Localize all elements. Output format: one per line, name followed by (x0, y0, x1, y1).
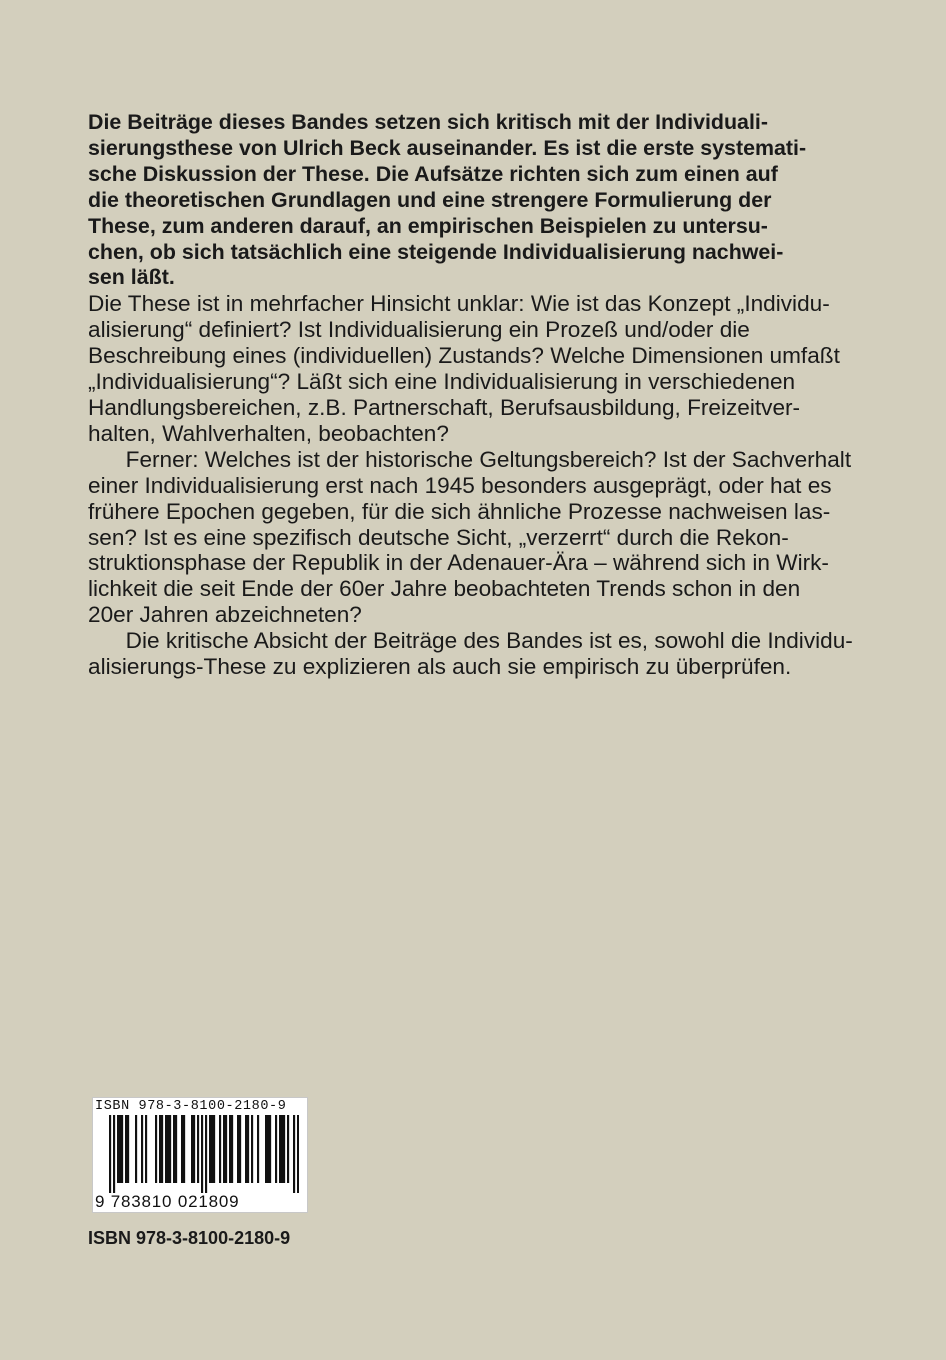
bold-line: sen läßt. (88, 265, 175, 290)
blurb-bold-paragraph (88, 110, 868, 291)
text-line: Die These ist in mehrfacher Hinsicht unklar: Wie ist das Konzept „Individu- (88, 291, 830, 317)
barcode-bar (145, 1115, 147, 1183)
barcode-bar (209, 1115, 211, 1183)
barcode-bar (211, 1115, 213, 1183)
barcode-bar (247, 1115, 249, 1183)
barcode-bar (205, 1115, 207, 1193)
text-line: Handlungsbereichen, z.B. Partnerschaft, Berufsausbildung, Freizeitver- (88, 394, 801, 420)
barcode-bar (173, 1115, 175, 1183)
barcode-bar (297, 1115, 299, 1193)
barcode-bar (165, 1115, 167, 1183)
barcode-bar (287, 1115, 289, 1183)
barcode-bar (183, 1115, 185, 1183)
barcode-bar (141, 1115, 143, 1183)
barcode-bar (197, 1115, 199, 1183)
barcode-bar (275, 1115, 277, 1183)
text-line: Die kritische Absicht der Beiträge des Bandes ist es, sowohl die Individu- (88, 628, 853, 654)
blurb-regular-paragraphs (88, 291, 868, 680)
barcode-bar (231, 1115, 233, 1183)
barcode-bar (135, 1115, 137, 1183)
text-line: sen? Ist es eine spezifisch deutsche Sicht, „verzerrt“ durch die Rekon- (88, 524, 789, 550)
barcode-bar (169, 1115, 171, 1183)
bold-line: Die Beiträge dieses Bandes setzen sich kritisch mit der Individuali- (88, 110, 768, 134)
text-line: „Individualisierung“? Läßt sich eine Individualisierung in verschiedenen (88, 369, 796, 395)
barcode-bar (245, 1115, 247, 1183)
isbn-footer: ISBN 978-3-8100-2180-9 (88, 1228, 291, 1248)
barcode-bar (155, 1115, 157, 1183)
barcode-bar (267, 1115, 269, 1183)
barcode-bar (119, 1115, 121, 1183)
barcode-label (92, 1097, 308, 1213)
barcode-bar (127, 1115, 129, 1183)
barcode-bar (281, 1115, 283, 1183)
bold-line: chen, ob sich tatsächlich eine steigende Individualisierung nachwei- (88, 239, 784, 264)
barcode-bar (239, 1115, 241, 1183)
barcode-bar (283, 1115, 285, 1183)
barcode-digits: 9 783810 021809 (95, 1192, 240, 1211)
barcode-bar (109, 1115, 111, 1193)
text-line: halten, Wahlverhalten, beobachten? (88, 420, 449, 446)
barcode-bar (161, 1115, 163, 1183)
barcode-bar (117, 1115, 119, 1183)
barcode-bar (181, 1115, 183, 1183)
text-line: lichkeit die seit Ende der 60er Jahre beobachteten Trends schon in den (88, 576, 801, 602)
barcode-bar (219, 1115, 221, 1183)
barcode-bar (201, 1115, 203, 1193)
text-line: frühere Epochen gegeben, für die sich ähnliche Prozesse nachweisen las- (88, 498, 831, 524)
barcode-bar (237, 1115, 239, 1183)
barcode-bar (175, 1115, 177, 1183)
barcode-bar (293, 1115, 295, 1193)
barcode-bar (159, 1115, 161, 1183)
bold-line: sche Diskussion der These. Die Aufsätze richten sich zum einen auf (88, 161, 778, 186)
barcode-bar (257, 1115, 259, 1183)
barcode-bar (191, 1115, 193, 1183)
barcode-bar (121, 1115, 123, 1183)
barcode-bar (125, 1115, 127, 1183)
barcode-bar (251, 1115, 253, 1183)
barcode-bar (225, 1115, 227, 1183)
bold-line: sierungsthese von Ulrich Beck auseinander. Es ist die erste systemati- (88, 135, 807, 160)
text-line: einer Individualisierung erst nach 1945 besonders ausgeprägt, oder hat es (88, 472, 832, 498)
text-line: alisierung“ definiert? Ist Individualisierung ein Prozeß und/oder die (88, 317, 750, 343)
barcode-bar (113, 1115, 115, 1193)
barcode-bar (193, 1115, 195, 1183)
barcode-bar (213, 1115, 215, 1183)
barcode-bar (229, 1115, 231, 1183)
text-line: Ferner: Welches ist der historische Geltungsbereich? Ist der Sachverhalt (88, 446, 852, 472)
blurb-text (88, 110, 868, 680)
barcode-bar (223, 1115, 225, 1183)
text-line: Beschreibung eines (individuellen) Zustands? Welche Dimensionen umfaßt (88, 343, 840, 369)
bold-line: die theoretischen Grundlagen und eine strengere Formulierung der (88, 187, 772, 212)
barcode-bar (269, 1115, 271, 1183)
barcode-bars (109, 1115, 299, 1193)
barcode-bar (265, 1115, 267, 1183)
barcode-isbn-text: ISBN 978-3-8100-2180-9 (95, 1099, 287, 1114)
text-line: 20er Jahren abzeichneten? (88, 602, 362, 628)
barcode-bar (279, 1115, 281, 1183)
barcode-bar (167, 1115, 169, 1183)
bold-line: These, zum anderen darauf, an empirischen Beispielen zu untersu- (88, 213, 768, 238)
text-line: alisierungs-These zu explizieren als auch sie empirisch zu überprüfen. (88, 654, 792, 680)
text-line: struktionsphase der Republik in der Adenauer-Ära – während sich in Wirk- (88, 550, 829, 576)
